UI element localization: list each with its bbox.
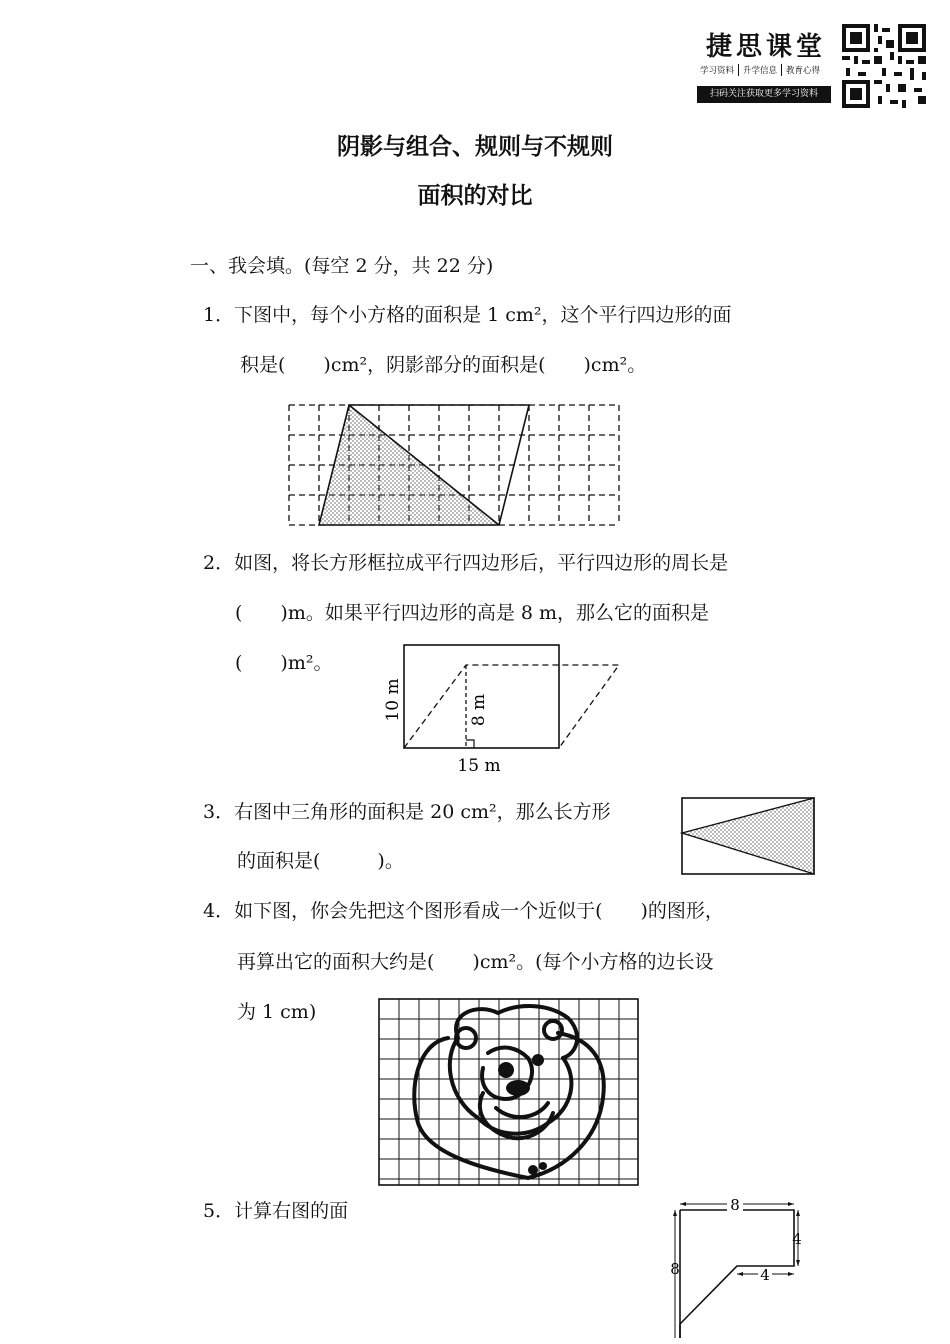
- q2-label-base: 15 m: [457, 756, 501, 776]
- q3-rectangle-figure: [678, 795, 818, 877]
- q4-irregular-figure: [378, 998, 640, 1190]
- q2-text-line3: ( )m²。: [235, 652, 333, 674]
- brand-tags: [700, 64, 824, 76]
- q5-label-right: 4: [792, 1230, 802, 1248]
- page-subtitle: 面积的对比: [417, 183, 533, 209]
- section-heading: 一、我会填。(每空 2 分，共 22 分): [190, 255, 494, 277]
- q5-label-top: 8: [730, 1196, 740, 1214]
- brand-tag: 学习资料: [700, 64, 739, 76]
- q5-label-inner: 4: [760, 1266, 770, 1284]
- q2-rectangle-figure: [376, 638, 626, 778]
- q5-label-left: 8: [670, 1260, 680, 1278]
- q1-text-line1: 1．下图中，每个小方格的面积是 1 cm²，这个平行四边形的面: [203, 304, 732, 326]
- q3-text-line2: 的面积是( )。: [237, 850, 404, 872]
- q2-text-line1: 2．如图，将长方形框拉成平行四边形后，平行四边形的周长是: [203, 552, 729, 574]
- brand-tag: 教育心得: [786, 66, 821, 76]
- q4-text-line3: 为 1 cm): [237, 1001, 317, 1023]
- page-title: 阴影与组合、规则与不规则: [337, 134, 613, 160]
- q1-text-line2: 积是( )cm²，阴影部分的面积是( )cm²。: [240, 354, 647, 376]
- q3-text-line1: 3．右图中三角形的面积是 20 cm²，那么长方形: [203, 801, 611, 823]
- q2-label-inner-height: 8 m: [469, 693, 489, 727]
- q2-label-height: 10 m: [383, 678, 403, 722]
- q5-composite-figure: [662, 1194, 812, 1344]
- q1-parallelogram-figure: [280, 396, 630, 530]
- q3-shaded-triangle: [682, 798, 814, 874]
- q5-text-line1: 5．计算右图的面: [203, 1200, 349, 1222]
- qr-code-icon[interactable]: [842, 24, 926, 108]
- q4-text-line1: 4．如下图，你会先把这个图形看成一个近似于( )的图形，: [203, 900, 724, 922]
- brand-logo-text: 捷思课堂: [706, 32, 827, 62]
- brand-banner: 扫码关注获取更多学习资料: [697, 86, 831, 103]
- q4-text-line2: 再算出它的面积大约是( )cm²。(每个小方格的边长设: [237, 951, 714, 973]
- q2-text-line2: ( )m。如果平行四边形的高是 8 m，那么它的面积是: [235, 602, 710, 624]
- brand-tag: 升学信息: [743, 64, 782, 76]
